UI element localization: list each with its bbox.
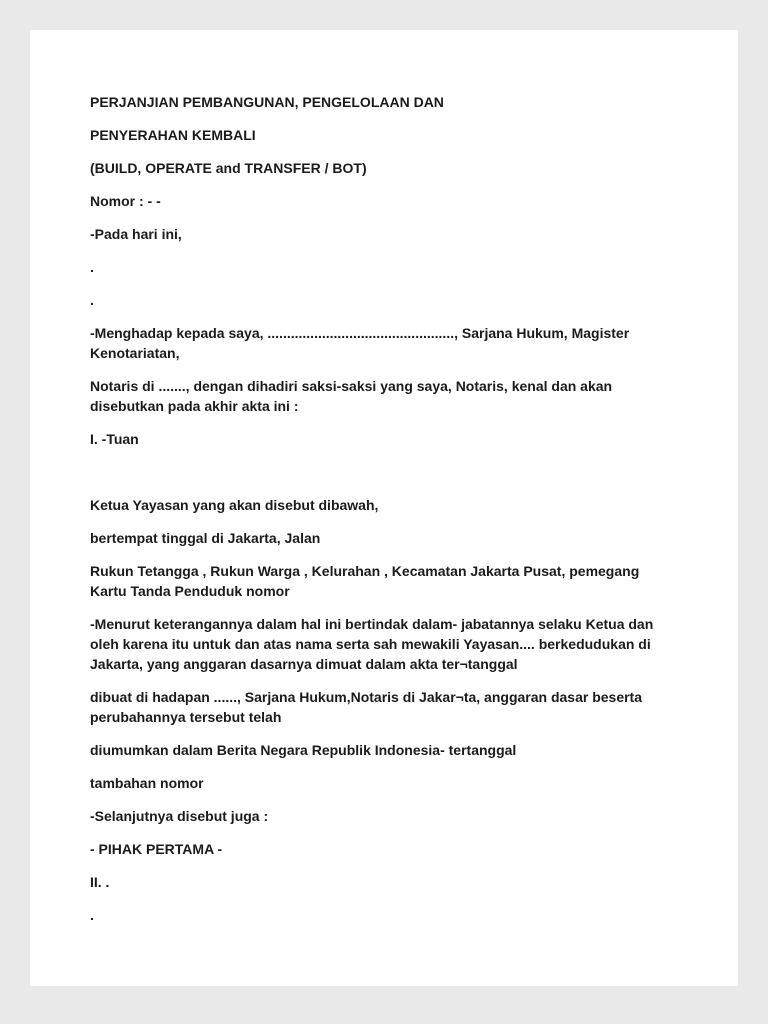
paragraph-6: .	[90, 259, 94, 275]
paragraph-14: Rukun Tetangga , Rukun Warga , Kelurahan , Kecamatan Jakarta Pusat, pemegang Kartu Tanda Penduduk nomor	[90, 563, 644, 599]
paragraph-3: (BUILD, OPERATE and TRANSFER / BOT)	[90, 160, 367, 176]
paragraph-22: .	[90, 907, 94, 923]
paragraph-19: -Selanjutnya disebut juga :	[90, 808, 269, 824]
paragraph-2: PENYERAHAN KEMBALI	[90, 127, 256, 143]
paragraph-10: I. -Tuan	[90, 431, 139, 447]
paragraph-8: -Menghadap kepada saya, ................................................, Sarjana Hukum, Magister Kenotariatan,	[90, 325, 634, 361]
paragraph-13: bertempat tinggal di Jakarta, Jalan	[90, 530, 321, 546]
paragraph-4: Nomor : - -	[90, 193, 161, 209]
paragraph-18: tambahan nomor	[90, 775, 204, 791]
blank-line	[90, 462, 678, 482]
paragraph-16: dibuat di hadapan ......, Sarjana Hukum,Notaris di Jakar¬ta, anggaran dasar beserta perubahannya tersebut telah	[90, 689, 646, 725]
document-content	[90, 92, 678, 925]
paragraph-15: -Menurut keterangannya dalam hal ini bertindak dalam- jabatannya selaku Ketua dan oleh karena itu untuk dan atas nama serta sah mewakili Yayasan.... berkedudukan di Jakarta, yang anggaran dasarnya dimuat dalam akta ter¬tanggal	[90, 616, 658, 672]
paragraph-17: diumumkan dalam Berita Negara Republik Indonesia- tertanggal	[90, 742, 517, 758]
paragraph-21: II. .	[90, 874, 110, 890]
paragraph-12: Ketua Yayasan yang akan disebut dibawah,	[90, 497, 379, 513]
paragraph-20: - PIHAK PERTAMA -	[90, 841, 223, 857]
paragraph-7: .	[90, 292, 94, 308]
paragraph-1: PERJANJIAN PEMBANGUNAN, PENGELOLAAN DAN	[90, 94, 444, 110]
document-page	[30, 30, 738, 986]
paragraph-9: Notaris di ......., dengan dihadiri saksi-saksi yang saya, Notaris, kenal dan akan disebutkan pada akhir akta ini :	[90, 378, 616, 414]
paragraph-5: -Pada hari ini,	[90, 226, 182, 242]
